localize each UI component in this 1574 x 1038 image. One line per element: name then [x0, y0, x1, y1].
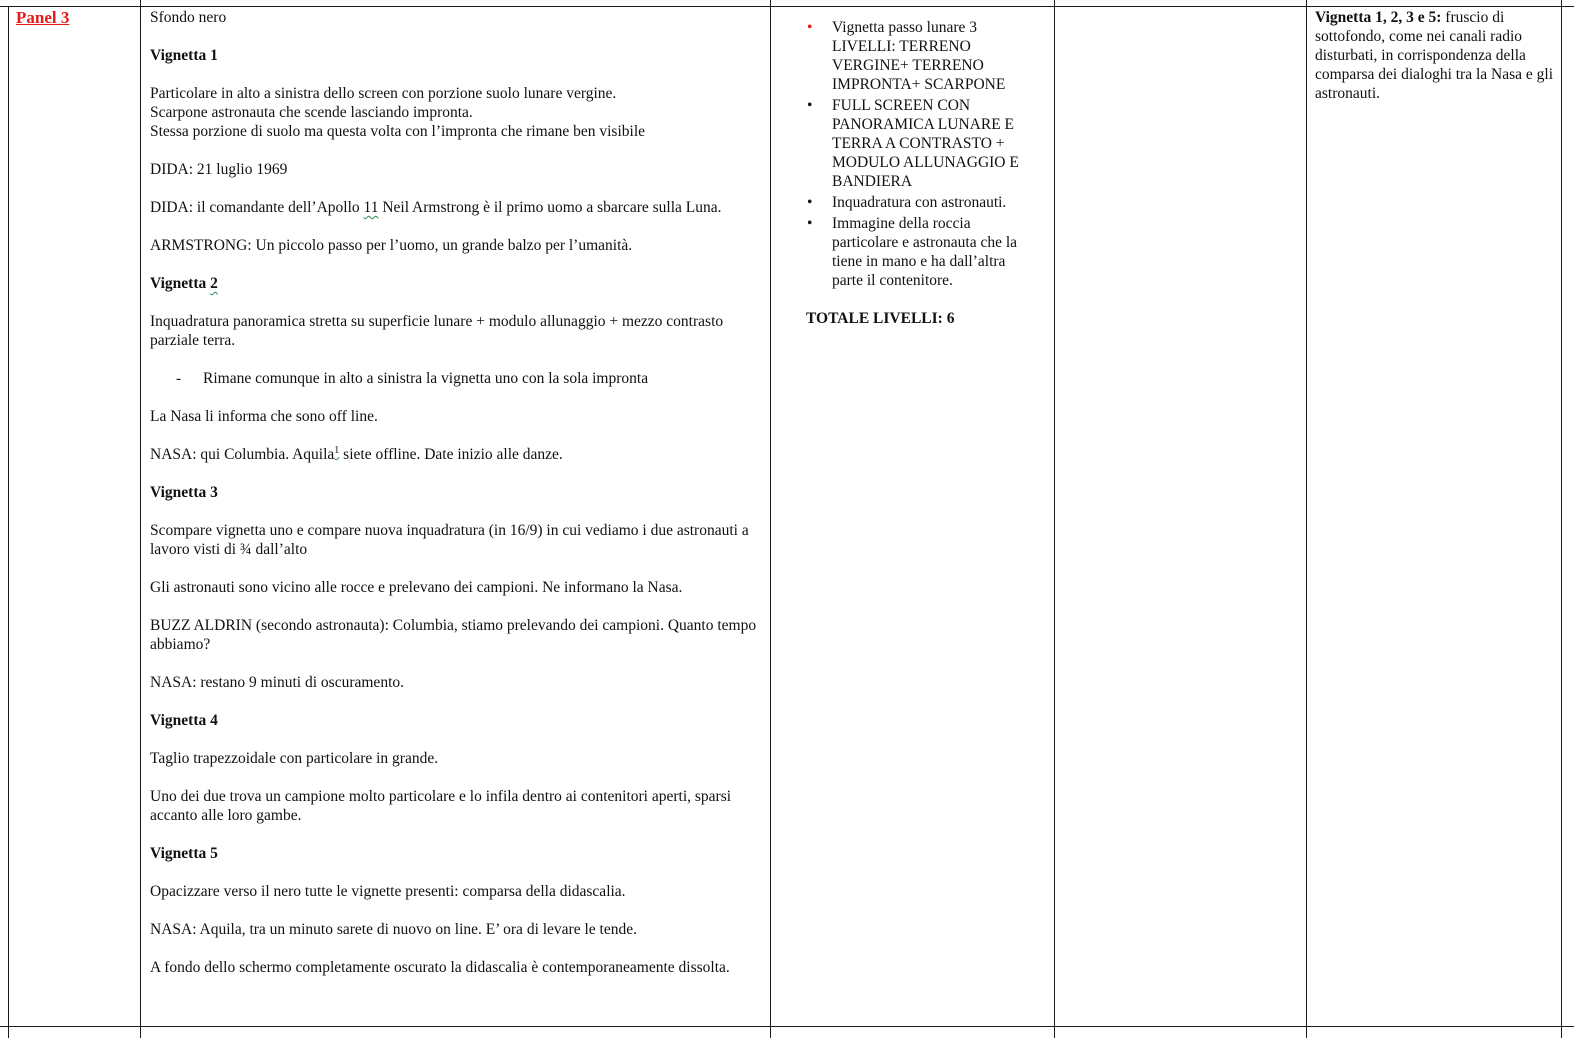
- dida-armstrong: DIDA: il comandante dell’Apollo 11 Neil Armstrong è il primo uomo a sbarcare sulla Luna.: [150, 199, 722, 216]
- vignetta-4-sample: Uno dei due trova un campione molto particolare e lo infila dentro ai contenitori aperti, sparsi accanto alle loro gambe.: [150, 788, 732, 824]
- red-bullet-icon: •: [807, 19, 813, 36]
- vignetta-3-text: Scompare vignetta uno e compare nuova inquadratura (in 16/9) in cui vediamo i due astronauti a lavoro visti di ¾ dall’alto: [150, 522, 749, 558]
- nasa-offline: NASA: qui Columbia. Aquila$^1$ siete offline. Date inizio alle danze.: [150, 444, 563, 463]
- bullet-icon: •: [807, 215, 813, 232]
- vignetta-2-dash-item: - Rimane comunque in alto a sinistra la vignetta uno con la sola impronta: [176, 370, 649, 387]
- vignetta-2-heading: Vignetta 2: [150, 275, 218, 292]
- column-divider-3: [1054, 0, 1055, 1038]
- levels-cell: [806, 18, 1040, 347]
- audio-label: Vignetta 1, 2, 3 e 5:: [1315, 9, 1442, 26]
- vignetta-4-text: Taglio trapezzoidale con particolare in grande.: [150, 750, 439, 767]
- panel-label: Panel 3: [16, 8, 70, 27]
- table-bottom-border: [0, 1026, 1574, 1027]
- list-item: • Vignetta passo lunare 3 LIVELLI: TERRENO VERGINE+ TERRENO IMPRONTA+ SCARPONE: [807, 19, 1006, 93]
- vignetta-1-text: Particolare in alto a sinistra dello screen con porzione suolo lunare vergine. Scarpone astronauta che scende lasciando impronta. Stessa porzione di suolo ma questa volta con l’impronta che rimane ben visibile: [150, 85, 646, 140]
- vignetta-2-text: Inquadratura panoramica stretta su superficie lunare + modulo allunaggio + mezzo contrasto parziale terra.: [150, 313, 724, 349]
- table-left-border: [8, 6, 9, 1038]
- vignetta-3-rocks: Gli astronauti sono vicino alle rocce e prelevano dei campioni. Ne informano la Nasa.: [150, 579, 683, 596]
- nasa-oscuramento: NASA: restano 9 minuti di oscuramento.: [150, 674, 404, 691]
- audio-cell: [1315, 8, 1555, 122]
- table-right-border: [1561, 0, 1562, 1038]
- list-item: • Immagine della roccia particolare e astronauta che la tiene in mano e ha dall’altra parte il contenitore.: [807, 215, 1018, 289]
- column-divider-1: [140, 0, 141, 1038]
- vignetta-5-text: Opacizzare verso il nero tutte le vignette presenti: comparsa della didascalia.: [150, 883, 626, 900]
- bullet-icon: •: [807, 97, 813, 114]
- vignetta-4-heading: Vignetta 4: [150, 712, 218, 729]
- column-divider-2: [770, 0, 771, 1038]
- footnote-ref: 1: [334, 444, 340, 456]
- panel-label-cell: [16, 8, 134, 28]
- dida-date: DIDA: 21 luglio 1969: [150, 161, 288, 178]
- buzz-aldrin-line: BUZZ ALDRIN (secondo astronauta): Columbia, stiamo prelevando dei campioni. Quanto tempo abbiamo?: [150, 617, 757, 653]
- background-note: Sfondo nero: [150, 9, 227, 26]
- bullet-icon: •: [807, 194, 813, 211]
- vignetta-1-heading: Vignetta 1: [150, 47, 218, 64]
- levels-list: [806, 18, 1040, 290]
- audio-note: Vignetta 1, 2, 3 e 5: fruscio di sottofondo, come nei canali radio disturbati, in corrispondenza della comparsa dei dialoghi tra la Nasa e gli astronauti.: [1315, 9, 1554, 102]
- final-caption: A fondo dello schermo completamente oscurato la didascalia è contemporaneamente dissolta.: [150, 959, 730, 976]
- vignetta-5-heading: Vignetta 5: [150, 845, 218, 862]
- nasa-online: NASA: Aquila, tra un minuto sarete di nuovo on line. E’ ora di levare le tende.: [150, 921, 637, 938]
- list-item: • FULL SCREEN CON PANORAMICA LUNARE E TERRA A CONTRASTO + MODULO ALLUNAGGIO E BANDIERA: [807, 97, 1019, 190]
- description-cell: [150, 8, 764, 996]
- list-item: • Inquadratura con astronauti.: [807, 194, 1007, 211]
- armstrong-quote: ARMSTRONG: Un piccolo passo per l’uomo, un grande balzo per l’umanità.: [150, 237, 633, 254]
- vignetta-3-heading: Vignetta 3: [150, 484, 218, 501]
- column-divider-4: [1306, 0, 1307, 1038]
- total-levels: TOTALE LIVELLI: 6: [806, 310, 955, 327]
- table-top-border: [0, 6, 1574, 7]
- nasa-info: La Nasa li informa che sono off line.: [150, 408, 378, 425]
